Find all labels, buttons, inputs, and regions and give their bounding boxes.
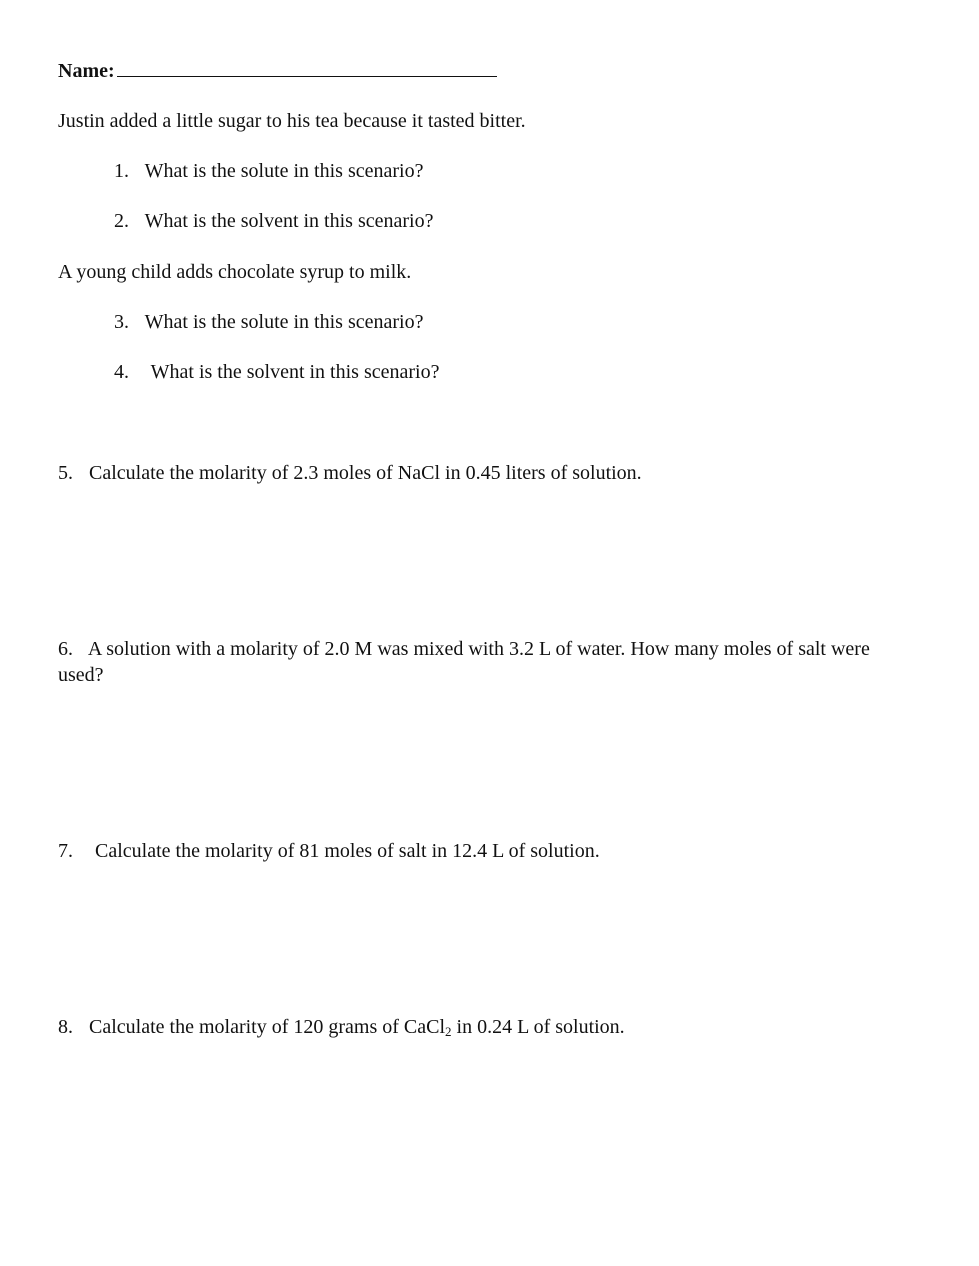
question-6	[58, 636, 898, 688]
question-6-text: A solution with a molarity of 2.0 M was mixed with 3.2 L of water. How many moles of salt were used?	[58, 638, 870, 686]
question-5	[58, 461, 642, 485]
scenario-1-text: Justin added a little sugar to his tea because it tasted bitter.	[58, 110, 526, 132]
question-4	[114, 360, 439, 384]
question-3-number: 3.	[114, 311, 129, 333]
question-8-text-after: in 0.24 L of solution.	[451, 1016, 625, 1038]
name-label: Name:	[58, 60, 115, 82]
question-7-number: 7.	[58, 840, 73, 862]
question-8-subscript: 2	[445, 1024, 452, 1039]
question-1	[114, 159, 423, 183]
question-2-text: What is the solvent in this scenario?	[144, 210, 434, 232]
question-2-number: 2.	[114, 210, 129, 232]
question-7	[58, 839, 600, 863]
question-2	[114, 209, 433, 233]
question-5-text: Calculate the molarity of 2.3 moles of NaCl in 0.45 liters of solution.	[89, 462, 642, 484]
question-3-text: What is the solute in this scenario?	[144, 311, 424, 333]
question-4-text: What is the solvent in this scenario?	[150, 361, 440, 383]
question-4-number: 4.	[114, 361, 129, 383]
scenario-2-text: A young child adds chocolate syrup to milk.	[58, 261, 412, 283]
question-8-number: 8.	[58, 1016, 73, 1038]
question-8-text-before: Calculate the molarity of 120 grams of CaCl	[89, 1016, 446, 1038]
question-5-number: 5.	[58, 462, 73, 484]
name-blank-line[interactable]	[117, 58, 497, 77]
name-field	[58, 58, 497, 83]
question-1-number: 1.	[114, 160, 129, 182]
question-8	[58, 1015, 625, 1039]
question-8-text	[89, 1016, 625, 1038]
question-1-text: What is the solute in this scenario?	[144, 160, 424, 182]
question-7-text: Calculate the molarity of 81 moles of salt in 12.4 L of solution.	[95, 840, 600, 862]
question-3	[114, 310, 423, 334]
question-6-number: 6.	[58, 638, 73, 660]
